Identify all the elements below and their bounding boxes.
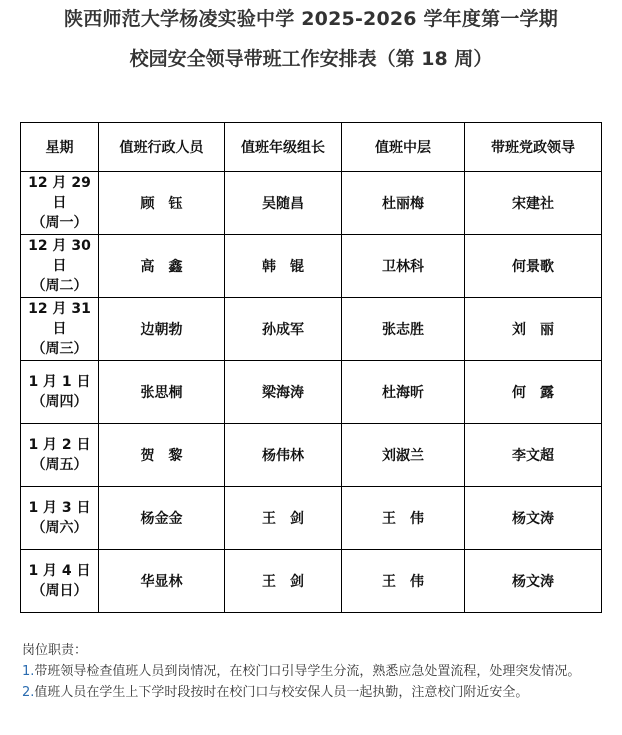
date-cell	[21, 235, 99, 298]
weekday: （周三）	[31, 341, 88, 357]
duties-heading: 岗位职责：	[22, 643, 88, 658]
table-header-row	[21, 123, 602, 172]
column-header-party-leader: 带班党政领导	[465, 123, 602, 172]
grade-leader-cell: 孙成军	[225, 298, 342, 361]
column-header-admin: 值班行政人员	[99, 123, 225, 172]
date-cell	[21, 361, 99, 424]
weekday: （周日）	[31, 583, 88, 599]
table-row	[21, 172, 602, 235]
date-cell	[21, 172, 99, 235]
table-row	[21, 298, 602, 361]
duties-section	[22, 640, 602, 703]
middle-manager-cell: 刘淑兰	[342, 424, 465, 487]
grade-leader-cell: 韩 锟	[225, 235, 342, 298]
table-row	[21, 487, 602, 550]
admin-cell: 高 鑫	[99, 235, 225, 298]
duty-schedule-table	[20, 122, 602, 613]
grade-leader-cell: 杨伟林	[225, 424, 342, 487]
date-cell	[21, 550, 99, 613]
weekday: （周六）	[31, 520, 88, 536]
party-leader-cell: 宋建社	[465, 172, 602, 235]
date: 1 月 4 日	[28, 563, 91, 579]
weekday: （周四）	[31, 394, 88, 410]
table-row	[21, 550, 602, 613]
party-leader-cell: 李文超	[465, 424, 602, 487]
date: 12 月 31 日	[28, 301, 91, 337]
column-header-middle-manager: 值班中层	[342, 123, 465, 172]
middle-manager-cell: 王 伟	[342, 487, 465, 550]
date-cell	[21, 298, 99, 361]
date: 1 月 3 日	[28, 500, 91, 516]
admin-cell: 边朝勃	[99, 298, 225, 361]
date: 1 月 1 日	[28, 374, 91, 390]
grade-leader-cell: 王 剑	[225, 550, 342, 613]
admin-cell: 张思桐	[99, 361, 225, 424]
middle-manager-cell: 张志胜	[342, 298, 465, 361]
weekday: （周一）	[31, 215, 88, 231]
grade-leader-cell: 吴随昌	[225, 172, 342, 235]
party-leader-cell: 何 露	[465, 361, 602, 424]
party-leader-cell: 刘 丽	[465, 298, 602, 361]
middle-manager-cell: 王 伟	[342, 550, 465, 613]
duty-item	[22, 682, 602, 703]
date: 12 月 30 日	[28, 238, 91, 274]
party-leader-cell: 杨文涛	[465, 550, 602, 613]
table-row	[21, 361, 602, 424]
document-title-line2: 校园安全领导带班工作安排表（第 18 周）	[129, 48, 493, 70]
weekday: （周二）	[31, 278, 88, 294]
table-row	[21, 235, 602, 298]
party-leader-cell: 何景歌	[465, 235, 602, 298]
document-title-line1: 陕西师范大学杨凌实验中学 2025-2026 学年度第一学期	[64, 8, 558, 30]
middle-manager-cell: 杜海昕	[342, 361, 465, 424]
date: 1 月 2 日	[28, 437, 91, 453]
duty-number: 1.	[22, 664, 35, 679]
grade-leader-cell: 王 剑	[225, 487, 342, 550]
admin-cell: 顾 钰	[99, 172, 225, 235]
middle-manager-cell: 卫林科	[342, 235, 465, 298]
party-leader-cell: 杨文涛	[465, 487, 602, 550]
column-header-weekday: 星期	[21, 123, 99, 172]
table-row	[21, 424, 602, 487]
weekday: （周五）	[31, 457, 88, 473]
middle-manager-cell: 杜丽梅	[342, 172, 465, 235]
admin-cell: 杨金金	[99, 487, 225, 550]
grade-leader-cell: 梁海涛	[225, 361, 342, 424]
duty-text: 带班领导检查值班人员到岗情况，在校门口引导学生分流，熟悉应急处置流程，处理突发情况。	[34, 664, 581, 679]
date-cell	[21, 424, 99, 487]
admin-cell: 贺 黎	[99, 424, 225, 487]
date: 12 月 29 日	[28, 175, 91, 211]
admin-cell: 华显林	[99, 550, 225, 613]
duty-text: 值班人员在学生上下学时段按时在校门口与校安保人员一起执勤，注意校门附近安全。	[34, 685, 529, 700]
duty-item	[22, 661, 602, 682]
column-header-grade-leader: 值班年级组长	[225, 123, 342, 172]
date-cell	[21, 487, 99, 550]
duty-number: 2.	[22, 685, 35, 700]
